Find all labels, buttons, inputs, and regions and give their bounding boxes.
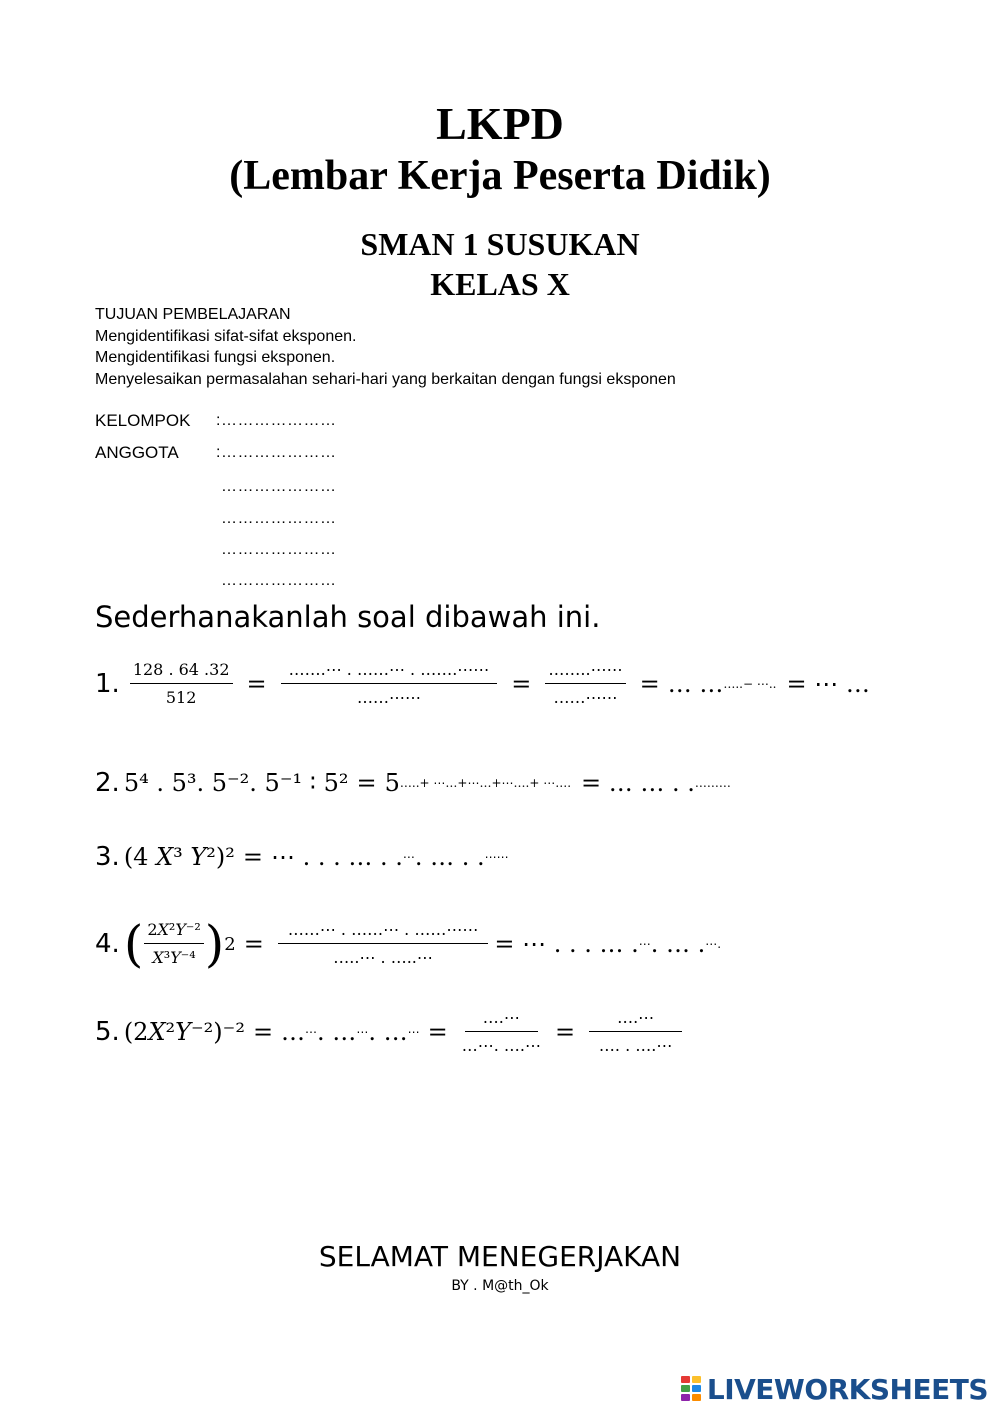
equals-sign: = xyxy=(554,1018,576,1046)
exponent-blank[interactable]: …..− ⋯.. xyxy=(723,677,777,691)
answer-blank[interactable]: . … . xyxy=(650,930,706,958)
answer-fraction[interactable] xyxy=(545,660,625,708)
problem-number: 5. xyxy=(95,1017,120,1047)
member-input[interactable]: ………………… xyxy=(221,510,337,527)
instruction-text: Sederhanakanlah soal dibawah ini. xyxy=(95,600,601,634)
liveworksheets-logo[interactable] xyxy=(681,1372,988,1406)
problem-4 xyxy=(95,912,721,976)
problem-expression: 5⁴ . 5³. 5⁻². 5⁻¹ ∶ 5² xyxy=(123,769,349,797)
equals-sign: = xyxy=(356,769,377,797)
fraction-numerator[interactable]: ……⋯ . ……⋯ . ……⋯⋯ xyxy=(278,920,489,944)
exponent-blank[interactable]: ⋯ xyxy=(638,937,651,951)
exponent-blank[interactable]: …..+ ⋯…+⋯…+⋯….+ ⋯…. xyxy=(399,776,572,790)
member-input[interactable]: ………………… xyxy=(221,541,337,558)
fraction-denominator[interactable]: ……⋯⋯ xyxy=(553,688,618,707)
exponent-blank[interactable]: ⋯ xyxy=(356,1025,369,1039)
problem-number: 2. xyxy=(95,768,120,798)
fraction-numerator: 128 . 64 .32 xyxy=(130,660,233,684)
class-name: KELAS X xyxy=(430,266,570,302)
problem-number: 4. xyxy=(95,929,120,959)
fraction-denominator: 𝑋³𝑌⁻⁴ xyxy=(152,948,196,967)
title-lkpd: LKPD xyxy=(436,98,564,149)
exponent-blank[interactable]: ⋯ xyxy=(305,1025,318,1039)
answer-blank[interactable]: = … … . . xyxy=(581,769,695,797)
answer-blank[interactable]: = ⋯ . . . … . xyxy=(494,930,639,958)
answer-fraction[interactable] xyxy=(462,1008,541,1056)
member-input[interactable]: ………………… xyxy=(221,478,337,495)
answer-blank[interactable]: … … xyxy=(667,670,724,698)
fraction-numerator[interactable]: ….⋯ xyxy=(465,1008,538,1032)
problem-expression: (2𝑋²𝑌⁻²)⁻² xyxy=(123,1018,245,1046)
objective-item: Menyelesaikan permasalahan sehari-hari yang berkaitan dengan fungsi eksponen xyxy=(95,371,676,388)
base-value: 5 xyxy=(384,769,400,797)
fraction-denominator[interactable]: ……⋯⋯ xyxy=(356,688,421,707)
fraction-denominator[interactable]: …⋯. ….⋯ xyxy=(461,1036,541,1055)
logo-text: LIVEWORKSHEETS xyxy=(706,1372,988,1406)
problem-number: 1. xyxy=(95,669,120,699)
group-label: KELOMPOK xyxy=(95,411,191,430)
fraction-denominator[interactable]: …. . ….⋯ xyxy=(598,1036,673,1055)
objective-item: Mengidentifikasi fungsi eksponen. xyxy=(95,349,336,366)
school-name: SMAN 1 SUSUKAN xyxy=(360,226,640,262)
answer-blank[interactable]: . … xyxy=(368,1018,408,1046)
exponent-blank[interactable]: ⋯⋯ xyxy=(484,850,509,864)
final-answer-blank[interactable]: = ⋯ … xyxy=(786,670,870,698)
outer-exponent: 2 xyxy=(224,933,236,955)
title-full: (Lembar Kerja Peserta Didik) xyxy=(229,153,771,199)
open-paren: ( xyxy=(123,915,144,973)
answer-blank[interactable]: . … . . xyxy=(414,843,485,871)
answer-fraction[interactable] xyxy=(281,660,498,708)
answer-blank[interactable]: . … xyxy=(317,1018,357,1046)
problem-5 xyxy=(95,1000,688,1064)
objectives-heading: TUJUAN PEMBELAJARAN xyxy=(95,306,291,323)
fraction-numerator: 2𝑋²𝑌⁻² xyxy=(144,920,203,944)
fraction-denominator: 512 xyxy=(165,688,197,707)
objective-item: Mengidentifikasi sifat-sifat eksponen. xyxy=(95,328,357,345)
author-credit: BY . M@th_Ok xyxy=(451,1278,549,1294)
equals-sign: = xyxy=(252,1018,274,1046)
problem-3 xyxy=(95,825,509,889)
problem-2 xyxy=(95,751,731,815)
close-paren: ) xyxy=(204,915,225,973)
problem-expression: (4 𝑋³ 𝑌²)² xyxy=(123,843,235,871)
answer-fraction[interactable] xyxy=(278,920,489,968)
fraction-numerator[interactable]: ….⋯ xyxy=(589,1008,682,1032)
exponent-blank[interactable]: ……… xyxy=(694,776,731,790)
equals-sign: = xyxy=(246,670,267,698)
fraction-numerator[interactable]: ……..⋯⋯ xyxy=(545,660,625,684)
equals-sign: = xyxy=(242,843,263,871)
equals-sign: = xyxy=(427,1018,448,1046)
exponent-blank[interactable]: ⋯ xyxy=(407,1025,420,1039)
question-fraction xyxy=(144,920,203,968)
answer-fraction[interactable] xyxy=(589,1008,682,1056)
exponent-blank[interactable]: ⋯ xyxy=(402,850,415,864)
equals-sign: = xyxy=(511,670,532,698)
group-input[interactable]: :………………… xyxy=(216,412,337,429)
member-input[interactable]: ………………… xyxy=(221,572,337,589)
problem-number: 3. xyxy=(95,842,120,872)
equals-sign: = xyxy=(639,670,660,698)
liveworksheets-icon xyxy=(681,1376,703,1402)
fraction-numerator[interactable]: …….⋯ . ……⋯ . …….⋯⋯ xyxy=(281,660,498,684)
members-label: ANGGOTA xyxy=(95,443,179,462)
question-fraction xyxy=(130,660,233,708)
equals-sign: = xyxy=(243,930,264,958)
member-input[interactable]: :………………… xyxy=(216,444,337,461)
exponent-blank[interactable]: ⋯. xyxy=(705,937,722,951)
fraction-denominator[interactable]: …..⋯ . …..⋯ xyxy=(333,948,433,967)
closing-message: SELAMAT MENEGERJAKAN xyxy=(318,1240,682,1273)
answer-blank[interactable]: ⋯ . . . … . . xyxy=(270,843,403,871)
problem-1 xyxy=(95,652,870,716)
answer-blank[interactable]: … xyxy=(281,1018,306,1046)
